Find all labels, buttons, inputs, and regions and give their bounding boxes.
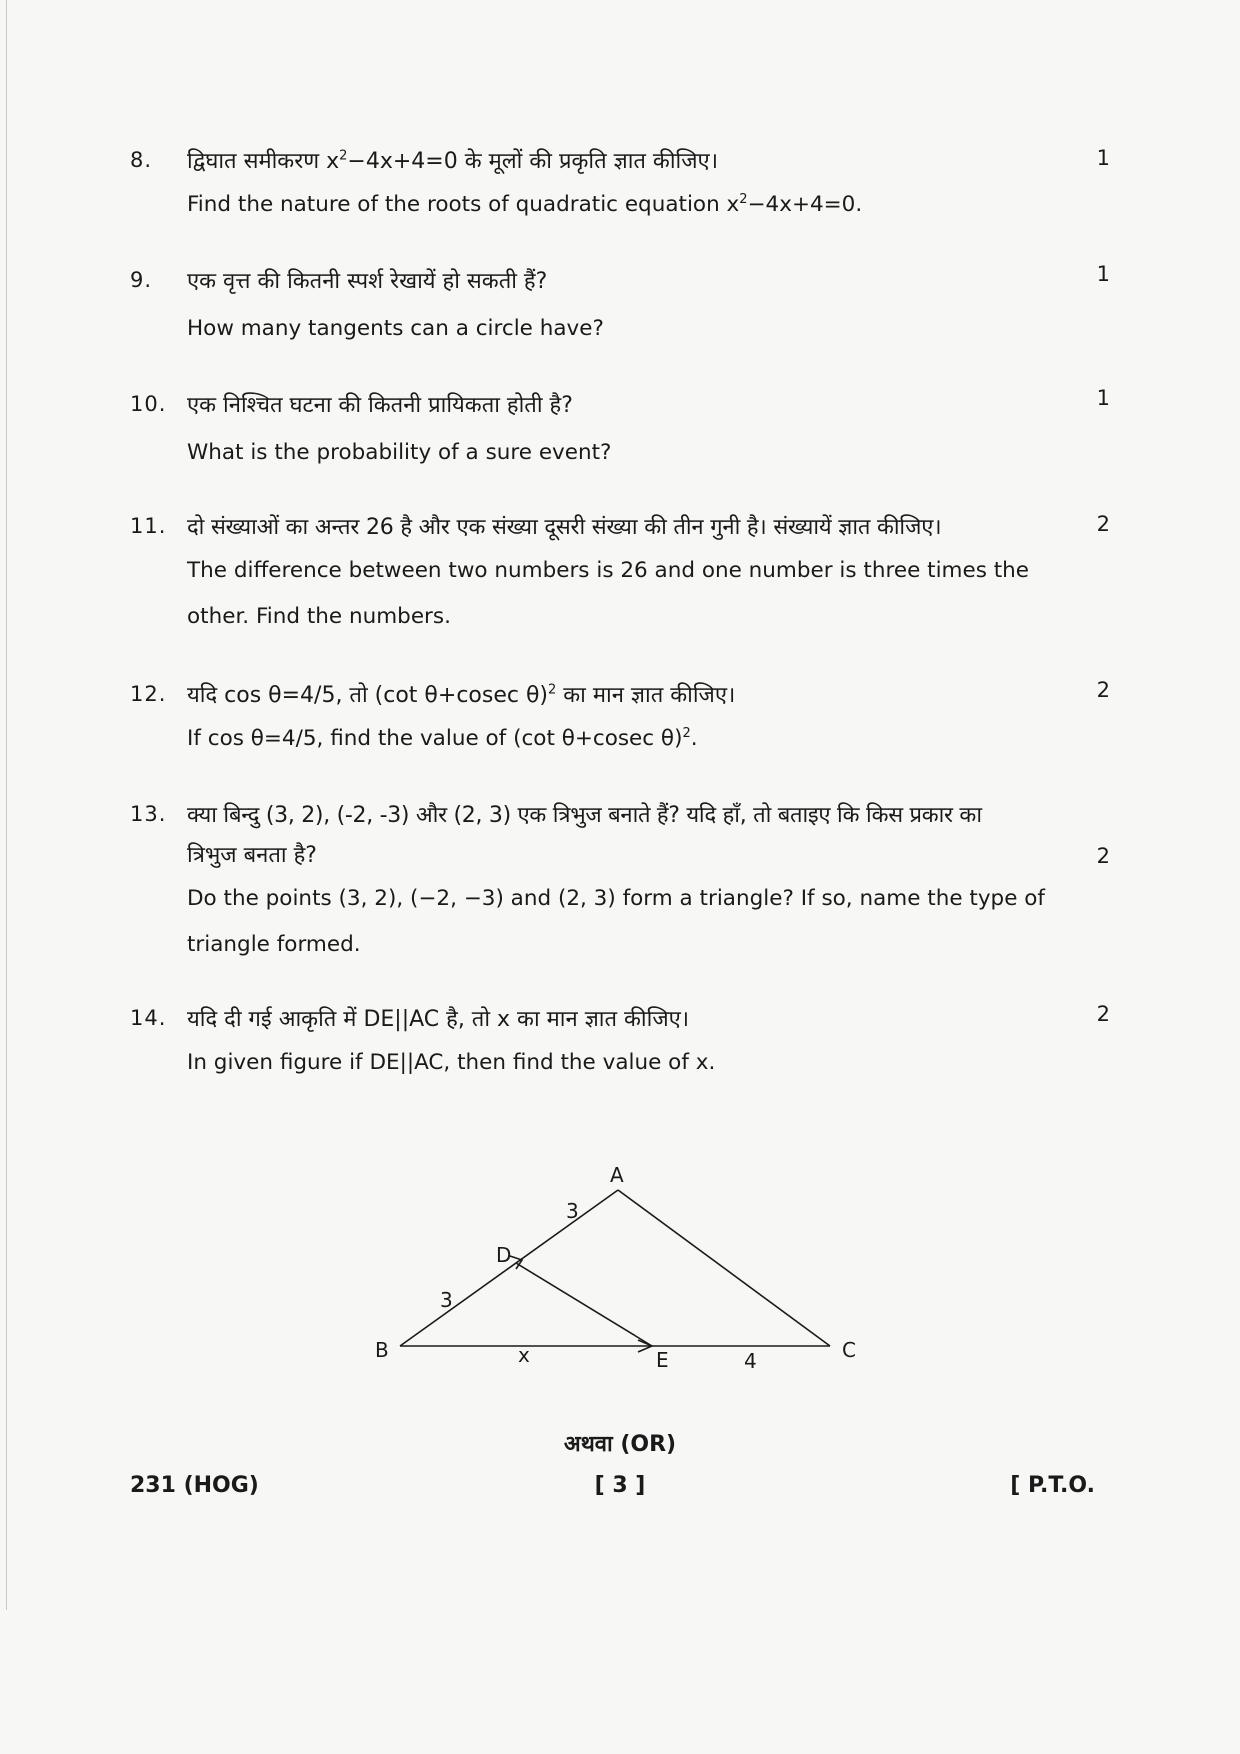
question-number: 13. — [130, 802, 167, 826]
text-part: Find the nature of the roots of quadratic equation x — [187, 192, 740, 217]
question-text-hindi-line2: त्रिभुज बनता है? — [187, 843, 317, 868]
segment-de — [516, 1263, 652, 1346]
question-text-english: The difference between two numbers is 26 and one number is three times the other. Find the numbers. — [187, 558, 1030, 629]
label-point-d: D — [496, 1243, 512, 1267]
question-text-english — [187, 716, 1080, 762]
question-13 — [130, 796, 1110, 968]
label-length-be: x — [518, 1343, 530, 1367]
side-ac — [618, 1190, 830, 1346]
text-part: −4x+4=0. — [747, 192, 863, 217]
question-marks: 2 — [1096, 1002, 1110, 1026]
question-number: 9. — [130, 268, 153, 292]
text-part: यदि cos θ=4/5, तो (cot θ+cosec θ) — [187, 683, 548, 708]
text-part: . — [690, 726, 698, 751]
label-length-bd: 3 — [440, 1288, 453, 1312]
question-number: 12. — [130, 682, 167, 706]
text-part: द्विघात समीकरण x — [187, 149, 340, 174]
question-marks: 2 — [1096, 512, 1110, 536]
superscript: 2 — [548, 682, 557, 698]
superscript: 2 — [682, 725, 691, 741]
question-text-english: How many tangents can a circle have? — [187, 316, 604, 341]
question-text-english: What is the probability of a sure event? — [187, 440, 612, 465]
question-text-hindi: एक वृत्त की कितनी स्पर्श रेखायें हो सकती हैं? — [187, 269, 548, 294]
question-14 — [130, 1000, 1110, 1086]
question-text-hindi: एक निश्चित घटना की कितनी प्रायिकता होती है? — [187, 393, 573, 418]
label-point-b: B — [375, 1338, 389, 1362]
question-number: 11. — [130, 514, 167, 538]
question-text-hindi — [187, 676, 1080, 716]
question-marks: 1 — [1096, 262, 1110, 286]
question-8 — [130, 142, 1110, 228]
question-marks: 1 — [1096, 146, 1110, 170]
question-number: 10. — [130, 392, 167, 416]
page-number: [ 3 ] — [594, 1473, 646, 1498]
question-9 — [130, 262, 1110, 352]
question-text-english: In given figure if DE||AC, then find the value of x. — [187, 1050, 716, 1075]
label-length-ec: 4 — [744, 1349, 757, 1373]
question-number: 8. — [130, 148, 153, 172]
superscript: 2 — [339, 148, 348, 164]
label-point-e: E — [656, 1348, 669, 1372]
text-part: −4x+4=0 के मूलों की प्रकृति ज्ञात कीजिए। — [347, 149, 719, 174]
question-marks: 2 — [1096, 844, 1110, 868]
or-separator: अथवा (OR) — [563, 1432, 677, 1457]
question-text-hindi: यदि दी गई आकृति में DE||AC है, तो x का मान ज्ञात कीजिए। — [187, 1007, 690, 1032]
paper-code: 231 (HOG) — [130, 1473, 259, 1498]
page-edge — [6, 0, 7, 1610]
question-10 — [130, 386, 1110, 476]
question-marks: 1 — [1096, 386, 1110, 410]
text-part: If cos θ=4/5, find the value of (cot θ+cosec θ) — [187, 726, 683, 751]
question-text-hindi-line1: क्या बिन्दु (3, 2), (-2, -3) और (2, 3) एक त्रिभुज बनाते हैं? यदि हाँ, तो बताइए कि किस प्रकार का — [187, 803, 982, 828]
question-11 — [130, 508, 1110, 640]
please-turn-over: [ P.T.O. — [1010, 1473, 1095, 1498]
question-text-english — [187, 182, 1080, 228]
question-marks: 2 — [1096, 678, 1110, 702]
question-text-hindi: दो संख्याओं का अन्तर 26 है और एक संख्या दूसरी संख्या की तीन गुनी है। संख्यायें ज्ञात कीजिए। — [187, 515, 942, 540]
label-length-ad: 3 — [566, 1199, 579, 1223]
question-12 — [130, 676, 1110, 762]
question-text-english: Do the points (3, 2), (−2, −3) and (2, 3) form a triangle? If so, name the type of triangle formed. — [187, 886, 1045, 957]
question-text-hindi — [187, 142, 1080, 182]
label-point-c: C — [842, 1338, 856, 1362]
side-ab — [400, 1190, 618, 1346]
superscript: 2 — [739, 191, 748, 207]
label-point-a: A — [610, 1163, 624, 1187]
text-part: का मान ज्ञात कीजिए। — [556, 683, 736, 708]
question-number: 14. — [130, 1006, 167, 1030]
triangle-figure — [370, 1140, 870, 1380]
